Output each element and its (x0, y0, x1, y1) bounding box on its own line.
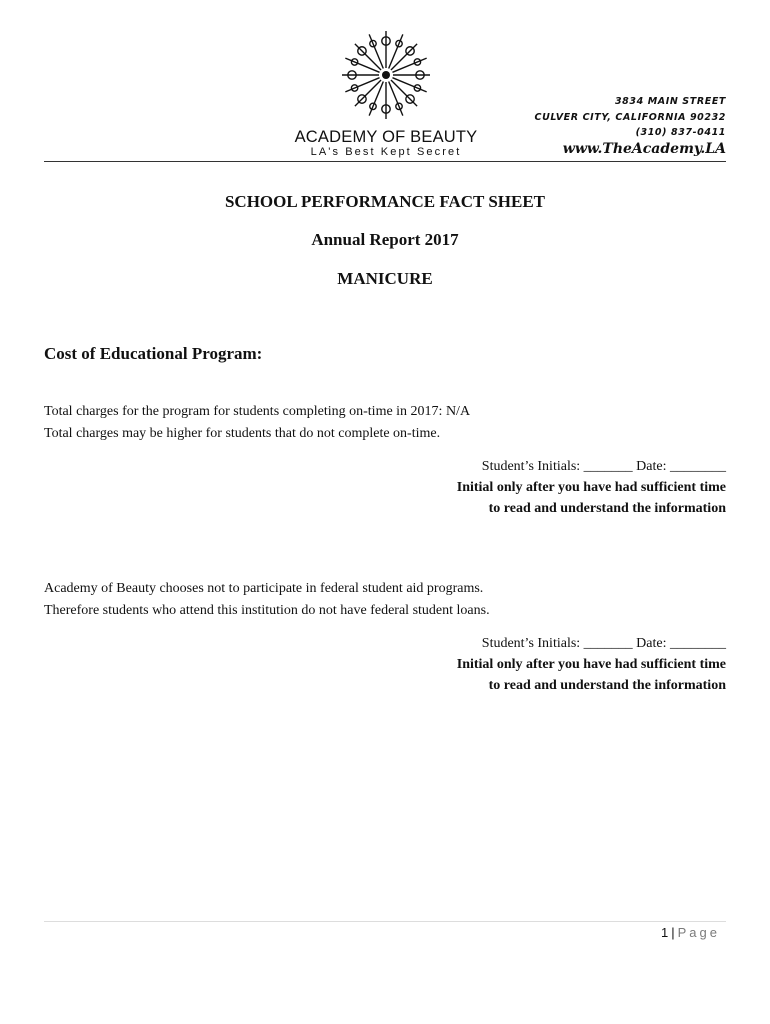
letterhead (0, 0, 770, 170)
initials-date-field[interactable]: Student’s Initials: _______ Date: ________ (481, 636, 726, 651)
section-heading-cost: Cost of Educational Program: (44, 344, 263, 363)
initials-note: Initial only after you have had sufficient time (456, 480, 726, 495)
website: www.TheAcademy.LA (562, 141, 726, 157)
page-separator: | (671, 925, 675, 940)
initials-note: to read and understand the information (488, 501, 726, 516)
federal-aid-line: Therefore students who attend this institution do not have federal student loans. (44, 603, 490, 618)
address-city: CULVER CITY, CALIFORNIA 90232 (534, 112, 726, 123)
federal-aid-line: Academy of Beauty chooses not to participate in federal student aid programs. (44, 581, 484, 596)
charges-line: Total charges may be higher for students that do not complete on-time. (44, 426, 441, 441)
phone-number: (310) 837-0411 (635, 127, 726, 138)
charges-paragraph (44, 401, 470, 445)
initials-block (306, 633, 726, 696)
academy-name: ACADEMY OF BEAUTY (294, 128, 478, 146)
initials-block (306, 456, 726, 519)
page-number: 1 (661, 925, 669, 940)
charges-line: Total charges for the program for students completing on-time in 2017: N/A (44, 404, 471, 419)
initials-note: Initial only after you have had sufficient time (456, 657, 726, 672)
document-title: SCHOOL PERFORMANCE FACT SHEET (224, 192, 546, 211)
initials-date-field[interactable]: Student’s Initials: _______ Date: ________ (481, 459, 726, 474)
page-footer (661, 925, 720, 940)
federal-aid-paragraph (44, 578, 490, 622)
initials-note: to read and understand the information (488, 678, 726, 693)
academy-tagline: LA's Best Kept Secret (310, 146, 462, 158)
program-name: MANICURE (337, 269, 433, 288)
scissors-sunburst-logo-icon (332, 20, 440, 130)
report-year: Annual Report 2017 (311, 230, 459, 249)
address-street: 3834 MAIN STREET (614, 96, 726, 107)
page-label: Page (677, 925, 720, 940)
header-divider (44, 161, 726, 162)
footer-divider (44, 921, 726, 922)
